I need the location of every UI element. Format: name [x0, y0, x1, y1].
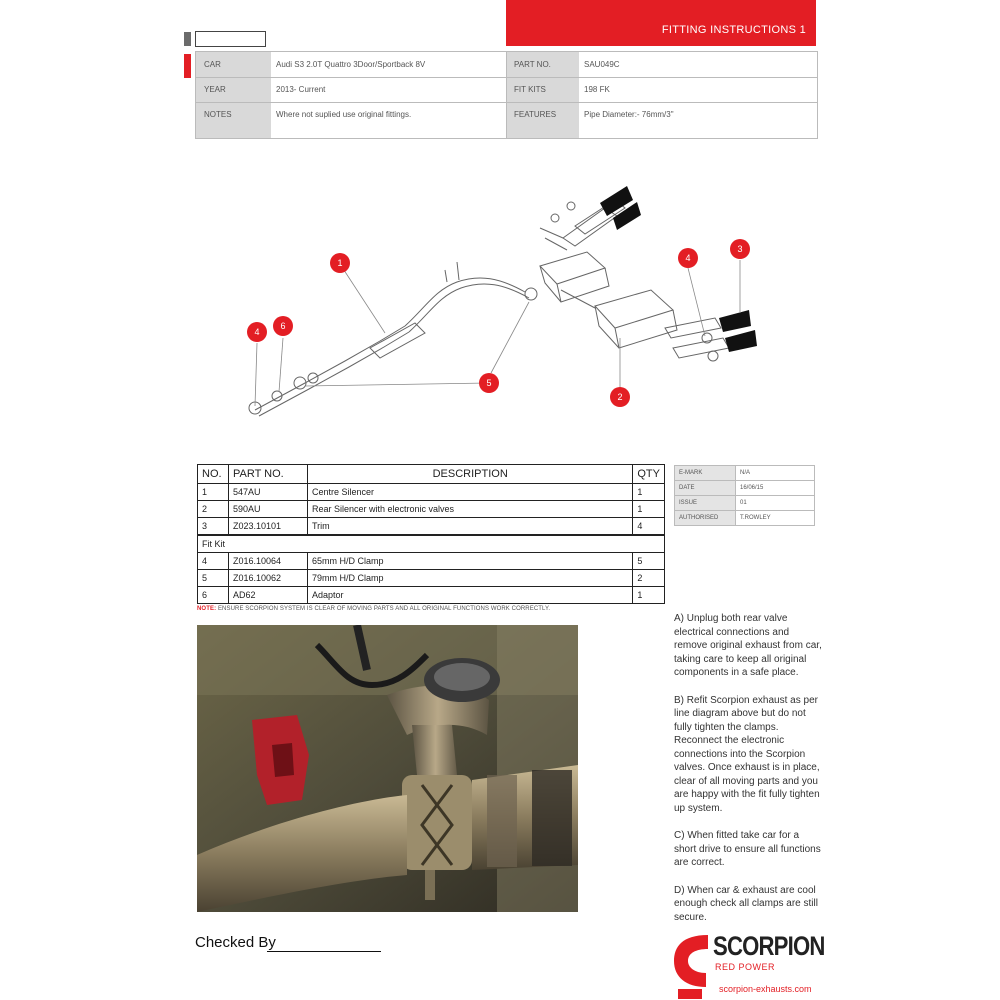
table-row	[675, 466, 815, 481]
header-blank-box	[195, 31, 266, 47]
cell-no: 4	[198, 553, 229, 570]
emark-value: N/A	[736, 466, 815, 481]
cell-no: 2	[198, 501, 229, 518]
features-label: FEATURES	[514, 110, 557, 119]
info-row-car	[196, 52, 817, 77]
cell-qty: 2	[633, 570, 665, 587]
cell-part-no: Z016.10064	[229, 553, 308, 570]
col-description: DESCRIPTION	[308, 465, 633, 484]
cell-part-no: Z023.10101	[229, 518, 308, 536]
instruction-d: D) When car & exhaust are cool enough check all clamps are still secure.	[674, 884, 818, 923]
emark-label: E-MARK	[675, 466, 736, 481]
table-row	[198, 484, 665, 501]
cell-part-no: 590AU	[229, 501, 308, 518]
callout-label: 5	[486, 378, 492, 388]
cell-part-no: AD62	[229, 587, 308, 604]
cell-qty: 4	[633, 518, 665, 536]
issue-label: ISSUE	[675, 496, 736, 511]
year-label: YEAR	[204, 85, 226, 94]
col-no: NO.	[198, 465, 229, 484]
instruction-b: B) Refit Scorpion exhaust as per line diagram above but do not fully tighten the clamps. Reconnect the electronic connections into the Scorpion valves. Once exhaust is in place, clear of all moving parts and you are happy with the fit fully tighten up system.	[674, 694, 820, 814]
info-row-year	[196, 77, 817, 102]
info-row-notes	[196, 102, 817, 127]
issue-info-table	[674, 465, 815, 526]
cell-description: Centre Silencer	[308, 484, 633, 501]
website-link[interactable]: scorpion-exhausts.com	[719, 984, 812, 994]
partno-label: PART NO.	[514, 60, 551, 69]
col-qty: QTY	[633, 465, 665, 484]
issue-value: 01	[736, 496, 815, 511]
table-row	[675, 496, 815, 511]
fitkit-label: Fit Kit	[198, 535, 665, 553]
authorised-value: T.ROWLEY	[736, 511, 815, 526]
fitkits-value: 198 FK	[584, 85, 610, 94]
cell-description: Rear Silencer with electronic valves	[308, 501, 633, 518]
cell-no: 1	[198, 484, 229, 501]
cell-qty: 1	[633, 484, 665, 501]
cell-part-no: Z016.10062	[229, 570, 308, 587]
table-row	[198, 553, 665, 570]
instruction-c: C) When fitted take car for a short drive to ensure all functions are correct.	[674, 830, 821, 868]
partno-value: SAU049C	[584, 60, 620, 69]
date-value: 16/06/15	[736, 481, 815, 496]
table-row	[675, 511, 815, 526]
brand-tagline: RED POWER	[715, 962, 776, 972]
cell-qty: 1	[633, 587, 665, 604]
cell-no: 6	[198, 587, 229, 604]
callout-label: 6	[280, 321, 286, 331]
cell-no: 5	[198, 570, 229, 587]
page-title: FITTING INSTRUCTIONS 1	[661, 24, 806, 36]
fitkit-header-row	[198, 535, 665, 553]
header-banner	[506, 0, 816, 46]
fitkits-label: FIT KITS	[514, 85, 546, 94]
installation-photo	[197, 625, 578, 912]
cell-description: Trim	[308, 518, 633, 536]
vehicle-info-table	[195, 51, 818, 139]
brand-name: SCORPION	[713, 931, 825, 961]
callout-label: 1	[337, 258, 343, 268]
parts-header-row	[198, 465, 665, 484]
callout-label: 4	[254, 327, 260, 337]
year-value: 2013- Current	[276, 85, 326, 94]
callout-label: 4	[685, 253, 691, 263]
date-label: DATE	[675, 481, 736, 496]
car-value: Audi S3 2.0T Quattro 3Door/Sportback 8V	[276, 60, 426, 69]
table-row	[198, 570, 665, 587]
checked-by-label: Checked By	[195, 934, 276, 951]
cell-description: 65mm H/D Clamp	[308, 553, 633, 570]
col-part-no: PART NO.	[229, 465, 308, 484]
table-row	[198, 587, 665, 604]
note-prefix: NOTE:	[197, 606, 217, 612]
callout-label: 2	[617, 392, 623, 402]
features-value: Pipe Diameter:- 76mm/3"	[584, 110, 674, 119]
note-text: ENSURE SCORPION SYSTEM IS CLEAR OF MOVING PARTS AND ALL ORIGINAL FUNCTIONS WORK CORRECTLY.	[216, 606, 551, 612]
parts-table	[197, 464, 665, 604]
cell-part-no: 547AU	[229, 484, 308, 501]
car-label: CAR	[204, 60, 221, 69]
table-row	[198, 501, 665, 518]
notes-value: Where not suplied use original fittings.	[276, 110, 412, 119]
header-grey-marker	[184, 32, 191, 46]
header-red-marker	[184, 54, 191, 78]
cell-qty: 5	[633, 553, 665, 570]
safety-note	[197, 606, 550, 612]
cell-qty: 1	[633, 501, 665, 518]
notes-label: NOTES	[204, 110, 232, 119]
cell-no: 3	[198, 518, 229, 536]
exhaust-line-diagram	[195, 178, 816, 448]
instruction-a: A) Unplug both rear valve electrical connections and remove original exhaust from car, taking care to keep all original components in a safe place.	[674, 613, 822, 678]
authorised-label: AUTHORISED	[675, 511, 736, 526]
scorpion-logo-icon	[672, 933, 712, 999]
cell-description: Adaptor	[308, 587, 633, 604]
cell-description: 79mm H/D Clamp	[308, 570, 633, 587]
table-row	[198, 518, 665, 536]
signature-line	[267, 951, 381, 952]
table-row	[675, 481, 815, 496]
callout-label: 3	[737, 244, 743, 254]
instructions	[674, 612, 824, 938]
